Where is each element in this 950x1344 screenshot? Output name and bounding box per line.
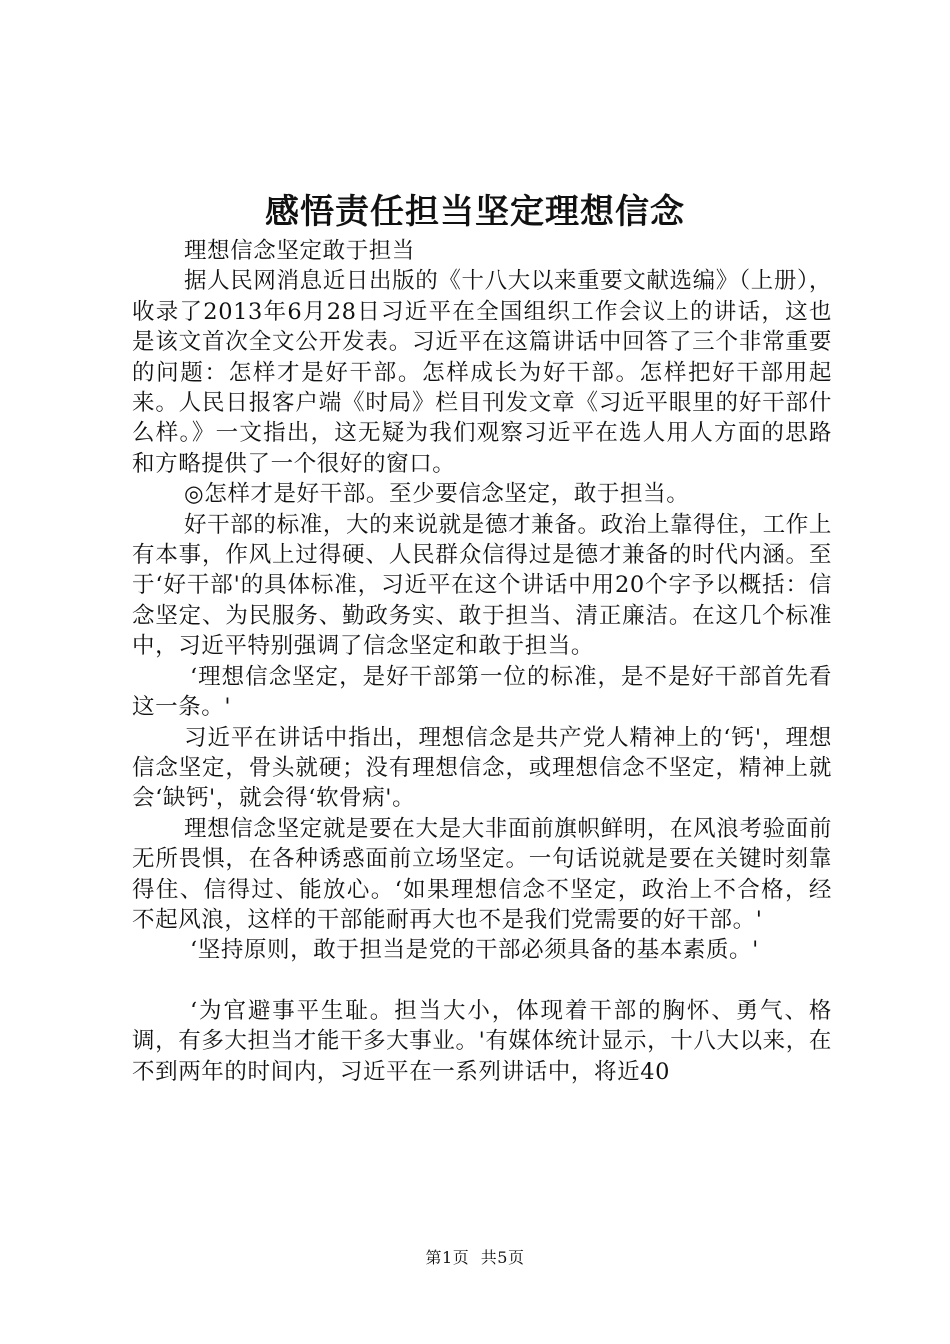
paragraph: 习近平在讲话中指出，理想信念是共产党人精神上的‘钙'，理想信念坚定，骨头就硬；没有理想信念，或理想信念不坚定，精神上就会‘缺钙'，就会得‘软骨病'。 — [132, 724, 832, 812]
page-number: 第1页 — [425, 1248, 470, 1267]
paragraph-quote: ‘坚持原则，敢于担当是党的干部必须具备的基本素质。' — [190, 937, 759, 964]
paragraph-subtitle: 理想信念坚定敢于担当 — [184, 238, 416, 264]
paragraph: 理想信念坚定就是要在大是大非面前旗帜鲜明，在风浪考验面前无所畏惧，在各种诱惑面前立场坚定。一句话说就是要在关键时刻靠得住、信得过、能放心。‘如果理想信念不坚定，政治上不合格，经不起风浪，这样的干部能耐再大也不是我们党需要的好干部。' — [132, 815, 832, 933]
page-footer — [0, 1245, 950, 1268]
paragraph-section-heading: ◎怎样才是好干部。至少要信念坚定，敢于担当。 — [184, 481, 690, 508]
document-title: 感悟责任担当坚定理想信念 — [265, 192, 685, 232]
document-body — [132, 236, 832, 1087]
paragraph-quote: ‘为官避事平生耻。担当大小，体现着干部的胸怀、勇气、格调，有多大担当才能干多大事业。'有媒体统计显示，十八大以来，在不到两年的时间内，习近平在一系列讲话中，将近40 — [132, 997, 832, 1085]
paragraph-spacer — [132, 966, 832, 996]
paragraph: 好干部的标准，大的来说就是德才兼备。政治上靠得住，工作上有本事，作风上过得硬、人民群众信得过是德才兼备的时代内涵。至于‘好干部'的具体标准，习近平在这个讲话中用20个字予以概括：信念坚定、为民服务、勤政务实、敢于担当、清正廉洁。在这几个标准中，习近平特别强调了信念坚定和敢于担当。 — [132, 511, 832, 660]
paragraph: 据人民网消息近日出版的《十八大以来重要文献选编》（上册），收录了2013年6月28日习近平在全国组织工作会议上的讲话，这也是该文首次全文公开发表。习近平在这篇讲话中回答了三个非常重要的问题：怎样才是好干部。怎样成长为好干部。怎样把好干部用起来。人民日报客户端《时局》栏目刊发文章《习近平眼里的好干部什么样。》一文指出，这无疑为我们观察习近平在选人用人方面的思路和方略提供了一个很好的窗口。 — [132, 268, 832, 477]
paragraph-quote: ‘理想信念坚定，是好干部第一位的标准，是不是好干部首先看这一条。' — [132, 663, 832, 721]
page-total: 共5页 — [480, 1248, 525, 1267]
